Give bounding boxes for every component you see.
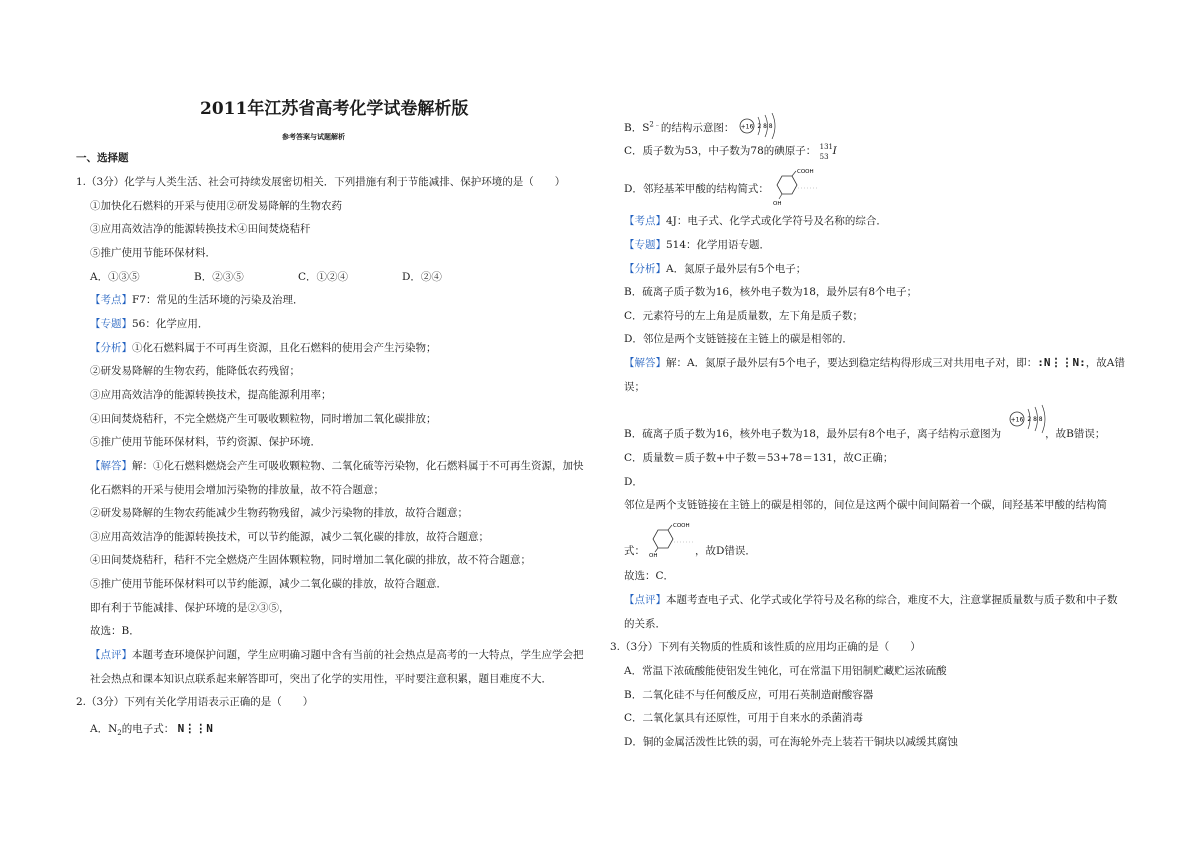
q3-stem: 3.（3分）下列有关物质的性质和该性质的应用均正确的是（ ） xyxy=(610,641,921,653)
shell-counts: 2 8 8 xyxy=(757,123,773,130)
q3-option-c: C．二氧化氯具有还原性，可用于自来水的杀菌消毒 xyxy=(624,712,864,724)
q2-fenxi-line: B．硫离子质子数为16，核外电子数为18，最外层有8个电子； xyxy=(624,286,918,298)
q2-option-b: B．$S^{2﹣}$的结构示意图： +16 2 8 8 xyxy=(624,113,782,143)
q1-jieda-line: ④田间焚烧秸秆，秸秆不完全燃烧产生固体颗粒物，同时增加二氧化碳的排放，故不符合题意； xyxy=(90,554,531,566)
n2-electron-formula: N⋮⋮N xyxy=(177,722,213,735)
q3-option-d: D．铜的金属活泼性比铁的弱，可在海轮外壳上装若干铜块以减缓其腐蚀 xyxy=(624,736,958,748)
section-heading: 一、选择题 xyxy=(76,152,129,164)
nucleus-label: +16 xyxy=(740,123,754,131)
svg-text:COOH: COOH xyxy=(673,523,690,529)
dianping-tag: 【点评】 xyxy=(90,649,132,661)
q1-item: ③应用高效洁净的能源转换技术④田间焚烧秸秆 xyxy=(90,223,311,235)
q1-item: ①加快化石燃料的开采与使用②研发易降解的生物农药 xyxy=(90,200,342,212)
q1-jieda-line: ③应用高效洁净的能源转换技术，可以节约能源，减少二氧化碳的排放，故符合题意； xyxy=(90,531,489,543)
oh-label: OH xyxy=(773,201,782,206)
q2-jieda-d-line: 邻位是两个支链链接在主链上的碳是相邻的，间位是这两个碳中间间隔着一个碳，间羟基苯甲酸的结构简 xyxy=(624,499,1107,511)
q1-fenxi: 【分析】①化石燃料属于不可再生资源，且化石燃料的使用会产生污染物； xyxy=(90,342,437,354)
q2-option-d: D．邻羟基苯甲酸的结构简式： xyxy=(624,183,769,195)
q1-jieda: 【解答】解：①化石燃料燃烧会产生可吸收颗粒物、二氧化硫等污染物，化石燃料属于不可再生资源，加快 xyxy=(90,460,584,472)
q1-answer: 故选：B． xyxy=(90,625,140,637)
q1-stem: 1.（3分）化学与人类生活、社会可持续发展密切相关．下列措施有利于节能减排、保护环境的是（ ） xyxy=(76,176,566,188)
q1-jieda-line: ⑤推广使用节能环保材料可以节约能源，减少二氧化碳的排放，故符合题意． xyxy=(90,578,447,590)
iodine-nuclide: 131 53 I xyxy=(819,143,837,161)
q1-option-b: B．②③⑤ xyxy=(194,271,244,283)
q2-option-a: A．$N_2$的电子式： N⋮⋮N xyxy=(90,722,213,738)
q1-item: ⑤推广使用节能环保材料． xyxy=(90,247,216,259)
q1-fenxi-line: ⑤推广使用节能环保材料，节约资源、保护环境． xyxy=(90,436,321,448)
q2-jieda-d-line: 式： ，故D错误． xyxy=(624,545,756,557)
svg-text:OH: OH xyxy=(649,553,658,558)
o-hydroxybenzoic-acid-structure xyxy=(770,168,820,210)
q1-fenxi-line: ③应用高效洁净的能源转换技术，提高能源利用率； xyxy=(90,389,332,401)
page-title: 2011年江苏省高考化学试卷解析版 xyxy=(200,99,469,119)
n2-electron-formula-full: :N⋮⋮N: xyxy=(1037,356,1086,369)
jieda-tag: 【解答】 xyxy=(90,460,132,472)
q1-dianping: 【点评】本题考查环境保护问题，学生应明确习题中含有当前的社会热点是高考的一大特点，学生应学会把 xyxy=(90,649,584,661)
q1-dianping-line: 社会热点和课本知识点联系起来解答即可，突出了化学的实用性，平时要注意积累，题目难度不大． xyxy=(90,673,552,685)
q1-fenxi-line: ②研发易降解的生物农药，能降低农药残留； xyxy=(90,365,300,377)
q1-zhuanti: 【专题】56：化学应用． xyxy=(90,318,209,330)
page-subtitle: 参考答案与试题解析 xyxy=(282,132,345,141)
q2-kaodian: 【考点】4J：电子式、化学式或化学符号及名称的综合． xyxy=(624,215,887,227)
zhuanti-tag: 【专题】 xyxy=(90,318,132,330)
q2-stem: 2.（3分）下列有关化学用语表示正确的是（ ） xyxy=(76,696,314,708)
cooh-label: COOH xyxy=(797,169,814,175)
q3-option-a: A．常温下浓硫酸能使铝发生钝化，可在常温下用铝制贮藏贮运浓硫酸 xyxy=(624,665,947,677)
q2-answer: 故选：C． xyxy=(624,570,675,582)
q1-fenxi-line: ④田间焚烧秸秆，不完全燃烧产生可吸收颗粒物，同时增加二氧化碳排放； xyxy=(90,413,437,425)
q1-option-a: A．①③⑤ xyxy=(90,271,140,283)
q1-jieda-line: 即有利于节能减排、保护环境的是②③⑤， xyxy=(90,602,290,614)
q2-fenxi: 【分析】A．氮原子最外层有5个电子； xyxy=(624,263,807,275)
q2-dianping: 【点评】本题考查电子式、化学式或化学符号及名称的综合，难度不大，注意掌握质量数与质子数和中子数 xyxy=(624,594,1118,606)
q1-kaodian: 【考点】F7：常见的生活环境的污染及治理． xyxy=(90,294,304,306)
fenxi-tag: 【分析】 xyxy=(90,342,132,354)
q2-jieda-d: D． xyxy=(624,476,643,488)
q1-options xyxy=(90,270,506,284)
q2-jieda: 【解答】解：A．氮原子最外层有5个电子，要达到稳定结构得形成三对共用电子对，即：:N⋮⋮N:，故A错 xyxy=(624,356,1125,369)
q2-fenxi-line: C．元素符号的左上角是质量数，左下角是质子数； xyxy=(624,310,864,322)
q1-jieda-line: 化石燃料的开采与使用会增加污染物的排放量，故不符合题意； xyxy=(90,484,384,496)
kaodian-tag: 【考点】 xyxy=(90,294,132,306)
q1-option-d: D．②④ xyxy=(402,271,442,283)
svg-text:+16: +16 xyxy=(1010,416,1024,424)
q1-option-c: C．①②④ xyxy=(298,271,349,283)
q2-fenxi-line: D．邻位是两个支链链接在主链上的碳是相邻的． xyxy=(624,333,853,345)
q2-jieda-line: 误； xyxy=(624,381,645,393)
q3-option-b: B．二氧化硅不与任何酸反应，可用石英制造耐酸容器 xyxy=(624,689,874,701)
q2-dianping-line: 的关系． xyxy=(624,618,666,630)
sulfide-ion-diagram xyxy=(738,113,782,143)
q2-option-c: C．质子数为53，中子数为78的碘原子： 131 53 I xyxy=(624,144,842,158)
svg-text:2 8 8: 2 8 8 xyxy=(1027,416,1043,423)
q2-zhuanti: 【专题】514：化学用语专题． xyxy=(624,239,771,251)
q1-jieda-line: ②研发易降解的生物农药能减少生物药物残留，减少污染物的排放，故符合题意； xyxy=(90,507,468,519)
q2-jieda-c: C．质量数＝质子数+中子数＝53+78＝131，故C正确； xyxy=(624,452,894,464)
q2-jieda-b: B．硫离子质子数为16，核外电子数为18，最外层有8个电子，离子结构示意图为 ，故B错误； xyxy=(624,428,1106,440)
